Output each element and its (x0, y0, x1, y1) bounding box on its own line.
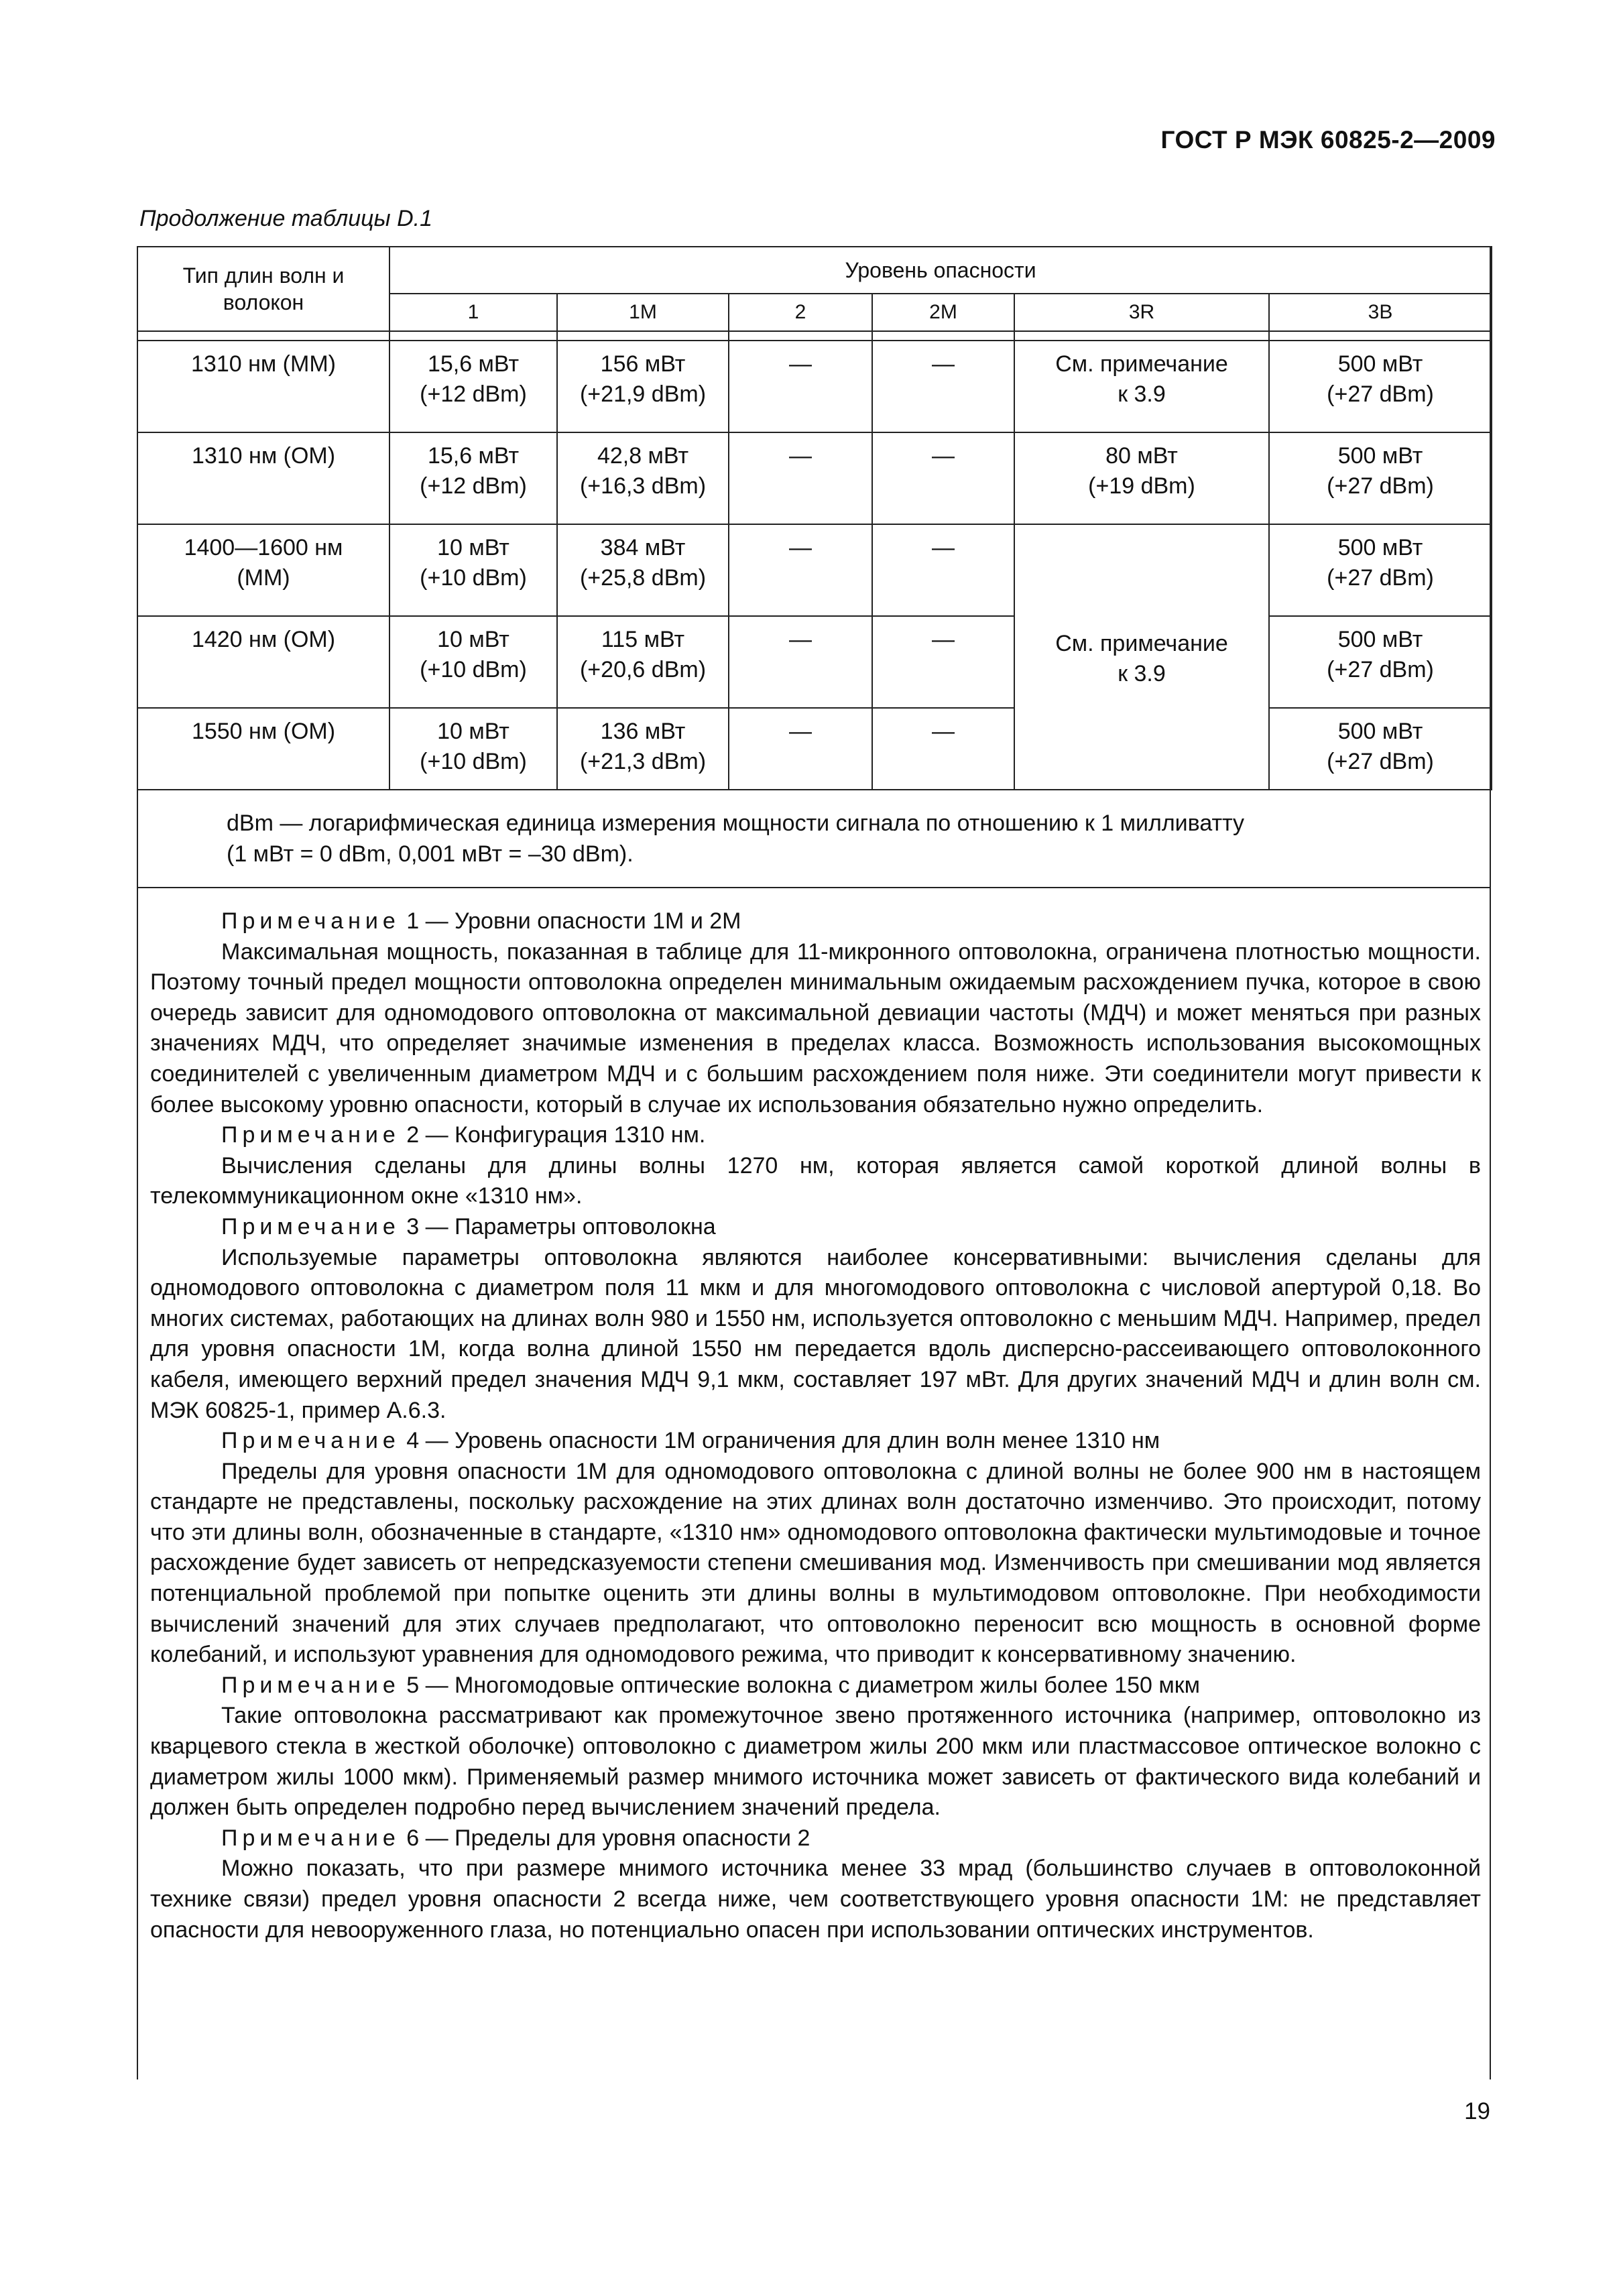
table-row (137, 616, 1492, 708)
level-1m-cell: 156 мВт (+21,9 dBm) (557, 341, 729, 432)
level-2-cell: — (729, 616, 872, 708)
level-3r-merged-cell: См. примечание к 3.9 (1014, 524, 1269, 790)
level-2-cell: — (729, 432, 872, 524)
col-header-fiber-type: Тип длин волн и волокон (137, 247, 389, 331)
level-header: 3B (1269, 294, 1492, 331)
level-2-cell: — (729, 708, 872, 790)
note-heading: Примечание 3 — Параметры оптоволокна (221, 1213, 716, 1240)
note-text: Пределы для уровня опасности 1М для одномодового оптоволокна с длиной волны не более 900 нм в настоящем стандарте не представлены, поскольку расхождение на этих длинах волн достаточно изменчиво. Это происходит, потому что эти длины волн, обозначенные в стандарте, «1310 нм» одномодового оптоволокна фактически мультимодовые и точное расхождение будет зависеть от непредсказуемости степени смешивания мод. Изменчивость при смешивании мод является потенциальной проблемой при попытке оценить эти длины волны в мультимодовом оптоволокне. При необходимости вычислений значений для этих случаев предполагают, что оптоволокно переносит всю мощность в основной форме колебаний, и используют уравнения для одномодового режима, что приводит к консервативному значению. (150, 1458, 1481, 1668)
table-row (137, 524, 1492, 616)
dbm-line: dBm — логарифмическая единица измерения мощности сигнала по отношению к 1 милливатту (227, 810, 1245, 836)
level-2m-cell: — (872, 432, 1014, 524)
note-text: Можно показать, что при размере мнимого источника менее 33 мрад (большинство случаев в оптоволоконной технике связи) предел уровня опасности 2 всегда ниже, чем соответствующего уровня опасности 1М: не представляет опасности для невооруженного глаза, но потенциально опасен при использовании оптических инструментов. (150, 1856, 1481, 1943)
note-text: Такие оптоволокна рассматривают как промежуточное звено протяженного источника (например, оптоволокно из кварцевого стекла в жесткой оболочке) оптоволокно с диаметром жилы 200 мкм или пластмассовое оптическое волокно с диаметром жилы 1000 мкм). Применяемый размер мнимого источника может зависеть от фактического вида колебаний и должен быть определен подробно перед вычислением значений предела. (150, 1703, 1481, 1821)
dbm-line: (1 мВт = 0 dBm, 0,001 мВт = –30 dBm). (227, 841, 634, 867)
level-3b-cell: 500 мВт (+27 dBm) (1269, 708, 1492, 790)
note-heading: Примечание 5 — Многомодовые оптические волокна с диаметром жилы более 150 мкм (221, 1672, 1201, 1698)
fiber-type-cell: 1420 нм (ОМ) (137, 616, 389, 708)
note-heading: Примечание 1 — Уровни опасности 1М и 2М (221, 908, 741, 934)
level-3b-cell: 500 мВт (+27 dBm) (1269, 524, 1492, 616)
level-1m-cell: 42,8 мВт (+16,3 dBm) (557, 432, 729, 524)
note-text: Используемые параметры оптоволокна являются наиболее консервативными: вычисления сделаны для одномодового оптоволокна с диаметром поля 11 мкм и для многомодового оптоволокна с числовой апертурой 0,18. Во многих системах, работающих на длинах волн 980 и 1550 нм, используется оптоволокно с меньшим МДЧ. Например, предел для уровня опасности 1М, когда волна длиной 1550 нм передается вдоль дисперсно-рассеивающего оптоволоконного кабеля, имеющего верхний предел значения МДЧ 9,1 мкм, составляет 197 мВт. Для других значений МДЧ и длин волн см. МЭК 60825-1, пример А.6.3. (150, 1244, 1481, 1423)
note-heading: Примечание 2 — Конфигурация 1310 нм. (221, 1122, 706, 1148)
notes-block (150, 906, 1481, 1945)
level-2m-cell: — (872, 708, 1014, 790)
level-1-cell: 10 мВт (+10 dBm) (389, 524, 557, 616)
level-3b-cell: 500 мВт (+27 dBm) (1269, 616, 1492, 708)
hazard-levels-table (137, 246, 1492, 790)
level-header: 2 (729, 294, 872, 331)
note-text: Вычисления сделаны для длины волны 1270 нм, которая является самой короткой длиной волны в телекоммуникационном окне «1310 нм». (150, 1152, 1481, 1209)
fiber-type-cell: 1400—1600 нм (ММ) (137, 524, 389, 616)
level-3r-cell: См. примечание к 3.9 (1014, 341, 1269, 432)
fiber-type-cell: 1550 нм (ОМ) (137, 708, 389, 790)
level-2m-cell: — (872, 524, 1014, 616)
fiber-type-cell: 1310 нм (ММ) (137, 341, 389, 432)
header-gap (137, 331, 1492, 341)
level-1-cell: 10 мВт (+10 dBm) (389, 708, 557, 790)
level-1m-cell: 384 мВт (+25,8 dBm) (557, 524, 729, 616)
level-3r-cell: 80 мВт (+19 dBm) (1014, 432, 1269, 524)
table-row (137, 432, 1492, 524)
level-1-cell: 15,6 мВт (+12 dBm) (389, 432, 557, 524)
level-header: 3R (1014, 294, 1269, 331)
page-number: 19 (1464, 2098, 1490, 2124)
level-2m-cell: — (872, 616, 1014, 708)
level-2m-cell: — (872, 341, 1014, 432)
note-heading: Примечание 4 — Уровень опасности 1М ограничения для длин волн менее 1310 нм (221, 1428, 1160, 1454)
note-heading: Примечание 6 — Пределы для уровня опасности 2 (221, 1825, 810, 1851)
level-header: 1 (389, 294, 557, 331)
level-header: 1M (557, 294, 729, 331)
level-1-cell: 15,6 мВт (+12 dBm) (389, 341, 557, 432)
level-2-cell: — (729, 341, 872, 432)
level-1m-cell: 136 мВт (+21,3 dBm) (557, 708, 729, 790)
level-3b-cell: 500 мВт (+27 dBm) (1269, 432, 1492, 524)
dbm-definition (137, 778, 1491, 888)
document-code: ГОСТ Р МЭК 60825-2—2009 (1160, 126, 1496, 154)
note-text: Максимальная мощность, показанная в таблице для 11-микронного оптоволокна, ограничена плотностью мощности. Поэтому точный предел мощности оптоволокна определен минимальным ожидаемым расхождением пучка, которое в свою очередь зависит для одномодового оптоволокна от максимальной девиации частоты (МДЧ) и может меняться при разных значениях МДЧ, что определяет значимые изменения в пределах класса. Возможность использования высокомощных соединителей с увеличенным диаметром МДЧ и с большим расхождением поля ниже. Эти соединители могут привести к более высокому уровню опасности, который в случае их использования обязательно нужно определить. (150, 939, 1481, 1117)
level-2-cell: — (729, 524, 872, 616)
level-1m-cell: 115 мВт (+20,6 dBm) (557, 616, 729, 708)
table-row (137, 341, 1492, 432)
col-header-hazard-level: Уровень опасности (389, 247, 1492, 294)
level-header: 2M (872, 294, 1014, 331)
table-caption: Продолжение таблицы D.1 (139, 206, 432, 231)
fiber-type-cell: 1310 нм (ОМ) (137, 432, 389, 524)
level-3b-cell: 500 мВт (+27 dBm) (1269, 341, 1492, 432)
level-1-cell: 10 мВт (+10 dBm) (389, 616, 557, 708)
